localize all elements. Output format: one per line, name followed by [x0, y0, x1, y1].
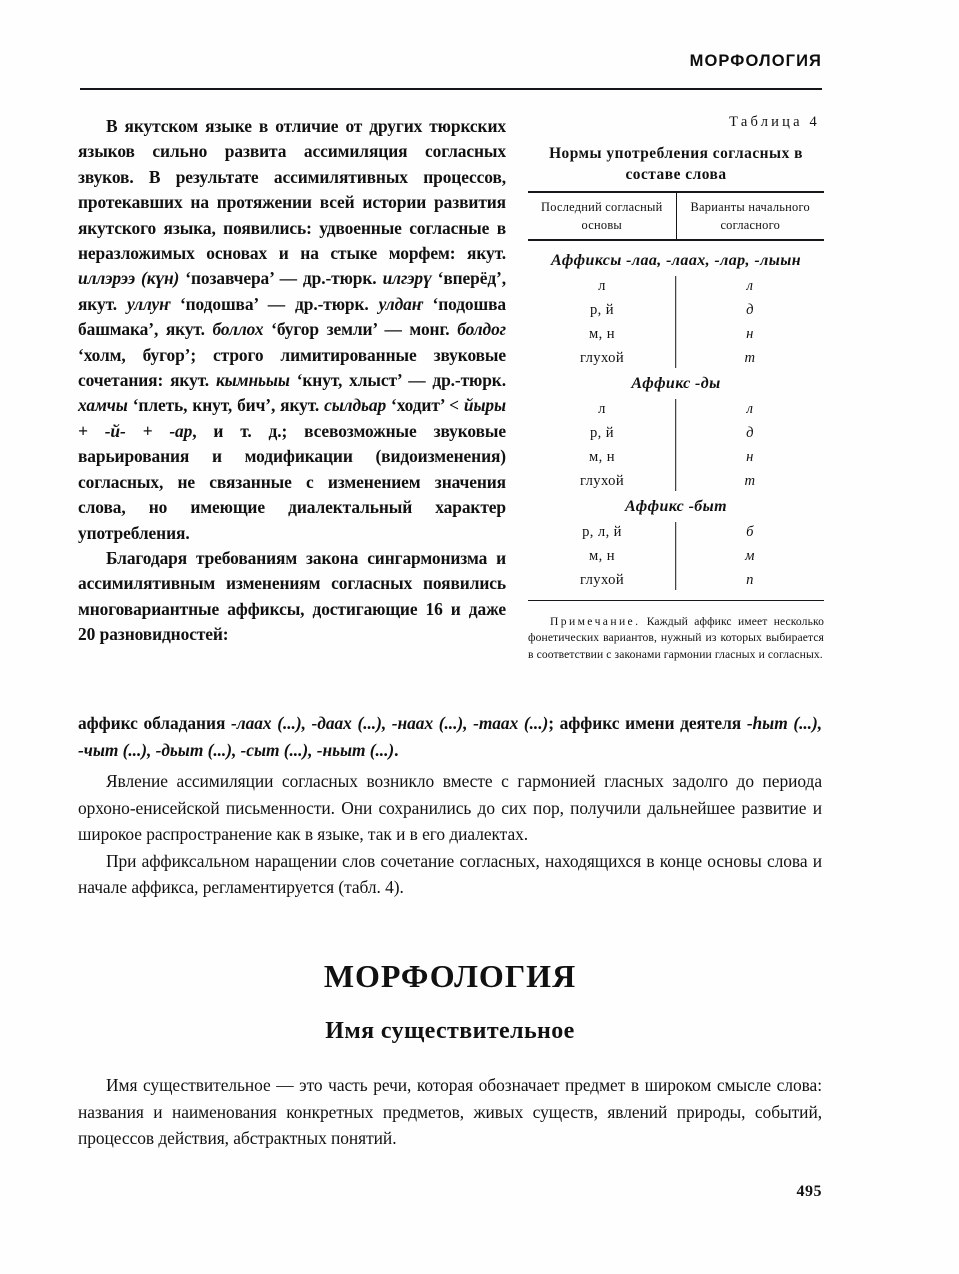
running-head: МОРФОЛОГИЯ — [689, 52, 822, 70]
table-note-text: Каждый аффикс имеет несколько фонетических вариантов, нужный из которых выбирается в соответствии с законами гармонии гласных и согласных. — [528, 615, 824, 661]
cell-last-consonant: л — [598, 278, 606, 294]
left-text-column — [78, 114, 506, 648]
affix-seg-c: ; аффикс имени деятеля — [548, 713, 747, 733]
table-row — [528, 445, 824, 469]
cell-last-consonant: м, н — [589, 449, 615, 465]
cell-initial-variant: д — [746, 302, 754, 318]
cell-initial-variant: д — [746, 425, 754, 441]
table-row — [528, 298, 824, 322]
paragraph-assimilation-history: Явление ассимиляции согласных возникло вместе с гармонией гласных задолго до периода орхоно-енисейской письменности. Они сохранились до сих пор, получили дальнейшее развитие и широкое распространение как в языке, так и в его диалектах. — [78, 771, 822, 845]
affix-seg-a: аффикс обладания — [78, 713, 232, 733]
cell-initial-variant: п — [746, 572, 754, 588]
p1-seg-8: ‘кнут, хлыст’ — др.-тюрк. — [289, 370, 506, 391]
p1-seg-2: ‘позавчера’ — др.-тюрк. — [179, 268, 383, 289]
p1-italic-4: улдаҥ — [378, 293, 423, 314]
subsection-heading-noun: Имя существительное — [325, 1018, 575, 1044]
cell-initial-variant: н — [746, 449, 754, 465]
table-row — [528, 421, 824, 445]
affix-seg-b: -лаах (...), -даах (...), -наах (...), -таах (...) — [231, 713, 549, 733]
section-heading-morphology: МОРФОЛОГИЯ — [323, 958, 577, 994]
p1-seg-9: ‘плеть, кнут, бич’, якут. — [127, 395, 325, 416]
table-group-rows — [528, 520, 824, 592]
p1-italic-1: иллэрээ (күн) — [78, 268, 180, 289]
table-number-label: Таблица 4 — [729, 114, 820, 130]
p1-italic-10: йыры + -й- + -ар — [78, 395, 506, 441]
table-group-title: Аффиксы -лаа, -лаах, -лар, -лыын — [551, 252, 801, 269]
cell-initial-variant: л — [746, 278, 754, 294]
table-group-title: Аффикс -быт — [624, 498, 728, 515]
cell-last-consonant: глухой — [579, 572, 625, 588]
cell-last-consonant: р, й — [589, 425, 614, 441]
cell-last-consonant: р, й — [589, 302, 614, 318]
cell-initial-variant: б — [746, 524, 754, 540]
full-width-affix-block — [78, 710, 822, 763]
paragraph-noun-definition: Имя существительное — это часть речи, которая обозначает предмет в широком смысле слова: названия и наименования конкретных предметов, живых существ, явлений природы, событий, процессов действия, абстрактных понятий. — [78, 1075, 822, 1149]
paragraph-affix-growth: При аффиксальном наращении слов сочетание согласных, находящихся в конце основы слова и начале аффикса, регламентируется (табл. 4). — [78, 850, 822, 898]
cell-initial-variant: л — [746, 401, 754, 417]
p1-italic-7: кымньыы — [215, 370, 290, 391]
paragraph-affix-list — [78, 710, 822, 763]
p1-italic-9: сылдьар — [324, 395, 387, 416]
table-row — [528, 346, 824, 370]
p1-italic-2: илгэрү — [382, 268, 432, 289]
cell-last-consonant: л — [598, 401, 606, 417]
p1-seg-11: , и т. д.; всевозможные звуковые варьирования и модификации (видоизменения) согласных, не связанные с изменением значения слова, но имеющие диалектальный характер употребления. — [78, 420, 506, 543]
p1-seg-6: ‘бугор земли’ — монг. — [263, 319, 458, 340]
table-note — [528, 614, 824, 663]
cell-last-consonant: р, л, й — [582, 524, 622, 540]
paragraph-assimilation — [78, 114, 506, 546]
cell-last-consonant: глухой — [579, 350, 625, 366]
table-header-cell-last-consonant: Последний согласный основы — [528, 193, 677, 239]
cell-initial-variant: н — [746, 326, 754, 342]
p1-seg-4: ‘подошва’ — др.-тюрк. — [169, 293, 379, 314]
paragraph-singarmonism: Благодаря требованиям закона сингармонизма и ассимилятивным изменениям согласных появились многовариантные аффиксы, достигающие 16 и даже 20 разновидностей: — [78, 547, 506, 645]
header-divider-rule — [80, 88, 822, 90]
table-group-title: Аффикс -ды — [631, 375, 721, 392]
p1-italic-8: хамчы — [78, 395, 128, 416]
table-row — [528, 520, 824, 544]
p1-seg-5: ‘подошва башмака’, якут. — [78, 293, 506, 340]
full-width-paragraphs — [78, 768, 822, 901]
table-row — [528, 322, 824, 346]
p1-seg-1: В якутском языке в отличие от других тюркских языков сильно развита ассимиляция согласных звуков. В результате ассимилятивных процессов, протекавших на протяжении всей истории развития якутского языка, появились: удвоенные согласные в неразложимых основах и на стыке морфем: якут. — [78, 116, 506, 264]
table-group-rows — [528, 397, 824, 493]
table-row — [528, 568, 824, 592]
table-group-rows — [528, 274, 824, 370]
table-row — [528, 544, 824, 568]
closing-text-block — [78, 1072, 822, 1152]
p1-seg-10: ‘ходит’ < — [386, 395, 464, 416]
consonant-norms-table — [528, 191, 824, 601]
affix-seg-e: . — [394, 739, 399, 760]
table-row — [528, 397, 824, 421]
cell-last-consonant: м, н — [589, 548, 615, 564]
p1-seg-7: ‘холм, бугор’; строго лимитированные звуковые сочетания: якут. — [78, 344, 506, 391]
affix-seg-d: -һыт (...), -чыт (...), -дьыт (...), -сыт (...), -ньыт (...) — [78, 713, 823, 760]
p1-italic-5: боллох — [212, 319, 264, 340]
table-column — [528, 114, 824, 663]
table-row — [528, 274, 824, 298]
cell-last-consonant: глухой — [579, 473, 625, 489]
p1-seg-3: ‘вперёд’, якут. — [78, 268, 506, 314]
p1-italic-3: уллуҥ — [126, 293, 170, 314]
table-body — [528, 241, 824, 600]
cell-initial-variant: т — [744, 473, 756, 489]
table-header-row — [528, 193, 824, 241]
table-note-label: Примечание. — [550, 615, 641, 628]
table-header-cell-initial-variants: Варианты начального согласного — [690, 200, 810, 232]
page-number: 495 — [796, 1183, 822, 1200]
p1-italic-6: болдог — [457, 319, 506, 340]
cell-last-consonant: м, н — [589, 326, 615, 342]
cell-initial-variant: т — [744, 350, 756, 366]
table-row — [528, 469, 824, 493]
cell-initial-variant: м — [745, 548, 755, 564]
table-title: Нормы употребления согласных в составе слова — [549, 145, 803, 183]
